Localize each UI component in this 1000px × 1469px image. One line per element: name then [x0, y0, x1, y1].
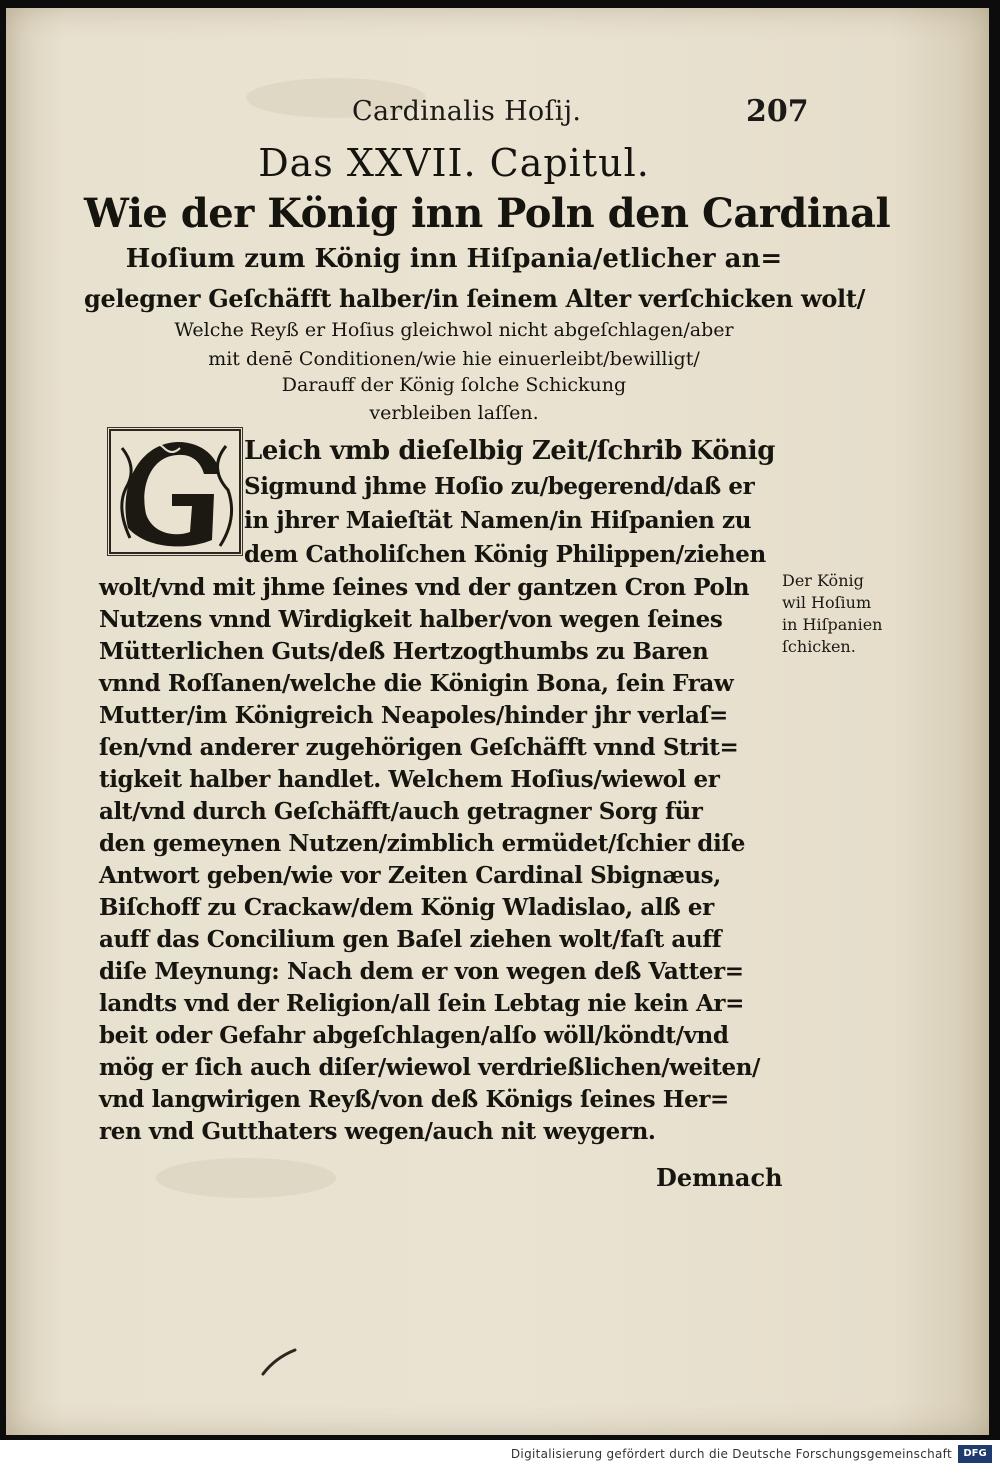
- text-line: wolt/vnd mit jhme ſeines vnd der gantzen Cron Poln: [99, 574, 750, 601]
- text-line: tigkeit halber handlet. Welchem Hoſius/wiewol er: [99, 766, 720, 793]
- catchword: Demnach: [656, 1163, 783, 1192]
- text-line: diſe Meynung: Nach dem er von wegen deß Vatter=: [99, 958, 744, 985]
- footer-bar: [0, 1440, 1000, 1469]
- text-line: vnd langwirigen Reyß/von deß Königs ſeines Her=: [99, 1086, 729, 1113]
- marginal-note-line: wil Hoſium: [782, 593, 872, 612]
- body-text: [6, 8, 989, 1435]
- text-line: alt/vnd durch Geſchäfft/auch getragner Sorg für: [99, 798, 703, 825]
- text-line: in jhrer Maieſtät Namen/in Hiſpanien zu: [244, 507, 752, 534]
- marginal-note: [782, 570, 907, 658]
- funding-credit: Digitalisierung gefördert durch die Deutsche Forschungsgemeinschaft: [510, 1447, 952, 1461]
- text-line: Sigmund jhme Hoſio zu/begerend/daß er: [244, 473, 755, 500]
- chapter-summary-line: Darauff der König ſolche Schickung: [281, 374, 627, 396]
- chapter-heading: Das XXVII. Capitul.: [258, 141, 650, 185]
- text-line: vnnd Roſſanen/welche die Königin Bona, ſein Fraw: [99, 670, 734, 697]
- chapter-summary-line: Hoſium zum König inn Hiſpania/etlicher an=: [125, 244, 783, 274]
- chapter-title: Wie der König inn Poln den Cardinal: [84, 190, 891, 237]
- text-line: landts vnd der Religion/all ſein Lebtag nie kein Ar=: [99, 990, 744, 1017]
- text-line: den gemeynen Nutzen/zimblich ermüdet/ſchier diſe: [99, 830, 746, 857]
- text-line: beit oder Gefahr abgeſchlagen/alſo wöll/köndt/vnd: [99, 1022, 729, 1049]
- marginal-note-line: in Hiſpanien: [782, 615, 883, 634]
- marginal-note-line: ſchicken.: [782, 637, 856, 656]
- text-line: Leich vmb dieſelbig Zeit/ſchrib König: [244, 436, 775, 466]
- dfg-logo-icon: DFG: [958, 1445, 992, 1463]
- text-line: mög er ſich auch diſer/wiewol verdrießlichen/weiten/: [99, 1054, 761, 1081]
- text-line: Antwort geben/wie vor Zeiten Cardinal Sbignæus,: [99, 862, 721, 889]
- text-line: ren vnd Gutthaters wegen/auch nit weygern.: [99, 1118, 656, 1145]
- chapter-summary-line: verbleiben laſſen.: [369, 402, 539, 424]
- text-line: ſen/vnd anderer zugehörigen Geſchäfft vnnd Strit=: [99, 734, 739, 761]
- text-line: Mütterlichen Guts/deß Hertzogthumbs zu Baren: [99, 638, 709, 665]
- text-line: dem Catholiſchen König Philippen/ziehen: [244, 541, 766, 568]
- running-head: Cardinalis Hoſij.: [352, 96, 582, 127]
- book-page: [6, 8, 989, 1435]
- text-line: auff das Concilium gen Baſel ziehen wolt/faſt auff: [99, 926, 722, 953]
- text-line: Biſchoff zu Crackaw/dem König Wladislao, alß er: [99, 894, 714, 921]
- chapter-summary-line: Welche Reyß er Hoſius gleichwol nicht abgeſchlagen/aber: [174, 319, 734, 341]
- chapter-summary-line: gelegner Geſchäfft halber/in ſeinem Alter verſchicken wolt/: [84, 284, 866, 313]
- marginal-note-line: Der König: [782, 571, 864, 590]
- text-line: Mutter/im Königreich Neapoles/hinder jhr verlaſ=: [99, 702, 728, 729]
- text-line: Nutzens vnnd Wirdigkeit halber/von wegen ſeines: [99, 606, 723, 633]
- pen-stroke-mark-icon: [261, 1348, 297, 1376]
- chapter-summary-line: mit denē Conditionen/wie hie einuerleibt/bewilligt/: [208, 348, 700, 370]
- page-number: 207: [746, 94, 809, 129]
